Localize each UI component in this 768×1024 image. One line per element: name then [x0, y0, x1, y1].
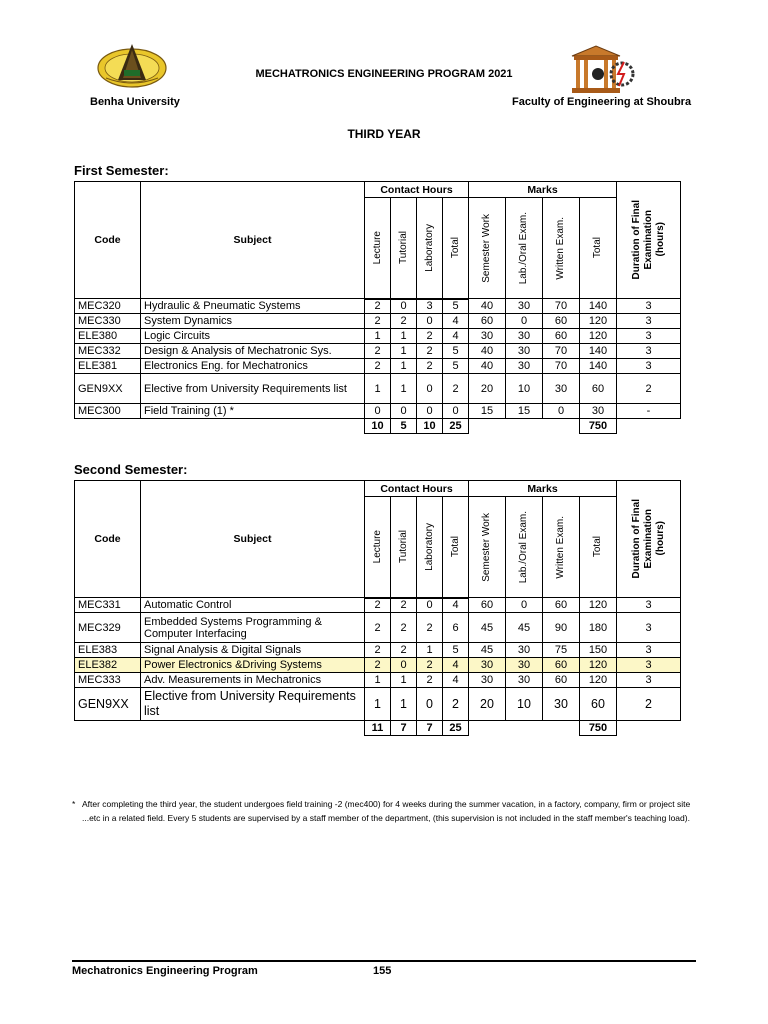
course-subject: Design & Analysis of Mechatronic Sys. — [141, 344, 365, 359]
duration-cell: - — [617, 404, 681, 419]
lecture-cell: 2 — [365, 314, 391, 329]
duration-cell: 3 — [617, 344, 681, 359]
marks-total-cell: 140 — [580, 359, 617, 374]
written-exam-header: Written Exam. — [555, 515, 566, 579]
totals-row — [75, 721, 681, 736]
total-hours: 25 — [443, 419, 469, 434]
course-code: MEC300 — [75, 404, 141, 419]
laboratory-cell: 2 — [417, 344, 443, 359]
tutorial-cell: 0 — [391, 658, 417, 673]
semester-work-cell: 60 — [469, 598, 506, 613]
written-exam-cell: 30 — [543, 374, 580, 404]
course-code: ELE382 — [75, 658, 141, 673]
faculty-name: Faculty of Engineering at Shoubra — [512, 96, 692, 108]
course-subject: Adv. Measurements in Mechatronics — [141, 673, 365, 688]
hours-total-cell: 4 — [443, 673, 469, 688]
laboratory-header: Laboratory — [423, 522, 435, 571]
lecture-cell: 2 — [365, 598, 391, 613]
course-subject: Hydraulic & Pneumatic Systems — [141, 299, 365, 314]
course-code: GEN9XX — [75, 374, 141, 404]
contact-hours-header: Contact Hours — [365, 481, 469, 497]
marks-total-cell: 180 — [580, 613, 617, 643]
tutorial-cell: 1 — [391, 359, 417, 374]
lecture-header: Lecture — [371, 530, 383, 564]
course-subject: Embedded Systems Programming & Computer Interfacing — [141, 613, 365, 643]
written-exam-cell: 70 — [543, 344, 580, 359]
laboratory-header: Laboratory — [423, 223, 435, 272]
lecture-cell: 2 — [365, 643, 391, 658]
semester-work-cell: 30 — [469, 673, 506, 688]
year-title: THIRD YEAR — [347, 127, 421, 141]
marks-header: Marks — [469, 182, 617, 198]
lecture-cell: 2 — [365, 299, 391, 314]
lecture-cell: 1 — [365, 688, 391, 721]
written-exam-cell: 60 — [543, 329, 580, 344]
hours-total-cell: 5 — [443, 299, 469, 314]
hours-total-cell: 0 — [443, 404, 469, 419]
duration-line-1: Duration of Final — [630, 499, 642, 579]
tutorial-cell: 2 — [391, 613, 417, 643]
semester-work-cell: 20 — [469, 374, 506, 404]
hours-total-cell: 2 — [443, 688, 469, 721]
duration-cell: 2 — [617, 688, 681, 721]
tutorial-cell: 2 — [391, 598, 417, 613]
hours-total-cell: 5 — [443, 344, 469, 359]
course-code: MEC329 — [75, 613, 141, 643]
course-code: GEN9XX — [75, 688, 141, 721]
duration-cell: 3 — [617, 299, 681, 314]
course-code: MEC333 — [75, 673, 141, 688]
hours-total-cell: 6 — [443, 613, 469, 643]
semester-work-cell: 40 — [469, 359, 506, 374]
laboratory-cell: 0 — [417, 314, 443, 329]
semester-work-cell: 15 — [469, 404, 506, 419]
footnote-star: * — [72, 799, 76, 809]
course-code: ELE380 — [75, 329, 141, 344]
first-semester-table — [74, 181, 681, 434]
marks-total-header: Total — [592, 536, 603, 558]
course-row — [75, 673, 681, 688]
duration-cell: 3 — [617, 314, 681, 329]
lab-oral-cell: 30 — [506, 344, 543, 359]
course-row — [75, 299, 681, 314]
marks-total-cell: 30 — [580, 404, 617, 419]
code-header: Code — [75, 481, 141, 598]
subject-header: Subject — [141, 182, 365, 299]
course-code: MEC330 — [75, 314, 141, 329]
total-hours: 25 — [443, 721, 469, 736]
laboratory-cell: 2 — [417, 329, 443, 344]
lab-oral-cell: 30 — [506, 673, 543, 688]
course-subject: Elective from University Requirements list — [141, 374, 365, 404]
lab-oral-header: Lab./Oral Exam. — [518, 510, 529, 584]
lecture-cell: 2 — [365, 344, 391, 359]
marks-total-cell: 120 — [580, 314, 617, 329]
course-subject: Automatic Control — [141, 598, 365, 613]
contact-hours-header: Contact Hours — [365, 182, 469, 198]
written-exam-cell: 60 — [543, 673, 580, 688]
hours-total-cell: 2 — [443, 374, 469, 404]
laboratory-cell: 2 — [417, 673, 443, 688]
total-marks: 750 — [580, 721, 617, 736]
footnote — [72, 797, 702, 825]
duration-header — [617, 182, 681, 299]
total-lecture: 11 — [365, 721, 391, 736]
marks-total-cell: 120 — [580, 658, 617, 673]
semester-work-cell: 30 — [469, 658, 506, 673]
duration-cell: 2 — [617, 374, 681, 404]
hours-total-cell: 5 — [443, 643, 469, 658]
duration-cell: 3 — [617, 329, 681, 344]
semester-work-header: Semester Work — [481, 213, 492, 283]
course-row — [75, 359, 681, 374]
course-code: MEC332 — [75, 344, 141, 359]
marks-total-cell: 140 — [580, 344, 617, 359]
semester-work-header: Semester Work — [481, 512, 492, 582]
tutorial-cell: 0 — [391, 299, 417, 314]
duration-cell: 3 — [617, 658, 681, 673]
laboratory-cell: 1 — [417, 643, 443, 658]
first-semester-title: First Semester: — [74, 163, 169, 178]
hours-total-header: Total — [449, 536, 461, 558]
tutorial-cell: 1 — [391, 374, 417, 404]
lab-oral-cell: 0 — [506, 598, 543, 613]
second-semester-table — [74, 480, 681, 736]
course-code: MEC331 — [75, 598, 141, 613]
duration-cell: 3 — [617, 643, 681, 658]
tutorial-header: Tutorial — [397, 231, 409, 265]
written-exam-cell: 75 — [543, 643, 580, 658]
laboratory-cell: 2 — [417, 658, 443, 673]
course-subject: Elective from University Requirements list — [141, 688, 365, 721]
lab-oral-cell: 30 — [506, 299, 543, 314]
duration-line-2: Examination — [642, 210, 654, 270]
marks-total-cell: 60 — [580, 374, 617, 404]
lab-oral-cell: 30 — [506, 643, 543, 658]
lecture-cell: 2 — [365, 658, 391, 673]
written-exam-cell: 30 — [543, 688, 580, 721]
totals-row — [75, 419, 681, 434]
course-row — [75, 329, 681, 344]
course-subject: Logic Circuits — [141, 329, 365, 344]
course-subject: Field Training (1) * — [141, 404, 365, 419]
course-subject: Power Electronics &Driving Systems — [141, 658, 365, 673]
second-semester-title: Second Semester: — [74, 462, 188, 477]
marks-total-cell: 120 — [580, 673, 617, 688]
lecture-cell: 1 — [365, 329, 391, 344]
semester-work-cell: 20 — [469, 688, 506, 721]
course-row — [75, 314, 681, 329]
laboratory-cell: 0 — [417, 598, 443, 613]
tutorial-cell: 1 — [391, 673, 417, 688]
course-row — [75, 404, 681, 419]
lecture-cell: 2 — [365, 613, 391, 643]
duration-line-1: Duration of Final — [630, 200, 642, 280]
lecture-header: Lecture — [371, 231, 383, 265]
university-name: Benha University — [90, 96, 180, 108]
tutorial-header: Tutorial — [397, 530, 409, 564]
marks-total-cell: 140 — [580, 299, 617, 314]
semester-work-cell: 40 — [469, 344, 506, 359]
lecture-cell: 1 — [365, 374, 391, 404]
written-exam-cell: 90 — [543, 613, 580, 643]
course-code: ELE381 — [75, 359, 141, 374]
hours-total-cell: 4 — [443, 598, 469, 613]
duration-cell: 3 — [617, 359, 681, 374]
page-number: 155 — [373, 965, 392, 977]
marks-total-cell: 60 — [580, 688, 617, 721]
semester-work-cell: 45 — [469, 643, 506, 658]
written-exam-cell: 60 — [543, 598, 580, 613]
code-header: Code — [75, 182, 141, 299]
semester-work-cell: 40 — [469, 299, 506, 314]
course-row — [75, 658, 681, 673]
tutorial-cell: 0 — [391, 404, 417, 419]
written-exam-cell: 70 — [543, 359, 580, 374]
course-row — [75, 374, 681, 404]
marks-total-cell: 150 — [580, 643, 617, 658]
written-exam-header: Written Exam. — [555, 216, 566, 280]
lecture-cell: 1 — [365, 673, 391, 688]
lab-oral-header: Lab./Oral Exam. — [518, 211, 529, 285]
hours-total-cell: 5 — [443, 359, 469, 374]
course-subject: Electronics Eng. for Mechatronics — [141, 359, 365, 374]
tutorial-cell: 2 — [391, 314, 417, 329]
lab-oral-cell: 0 — [506, 314, 543, 329]
lab-oral-cell: 30 — [506, 329, 543, 344]
duration-line-3: (hours) — [654, 222, 666, 258]
course-row — [75, 344, 681, 359]
written-exam-cell: 70 — [543, 299, 580, 314]
marks-total-cell: 120 — [580, 329, 617, 344]
lab-oral-cell: 10 — [506, 688, 543, 721]
total-lecture: 10 — [365, 419, 391, 434]
hours-total-cell: 4 — [443, 314, 469, 329]
total-tutorial: 7 — [391, 721, 417, 736]
course-code: ELE383 — [75, 643, 141, 658]
hours-total-cell: 4 — [443, 658, 469, 673]
course-row — [75, 643, 681, 658]
duration-cell: 3 — [617, 673, 681, 688]
program-title: MECHATRONICS ENGINEERING PROGRAM 2021 — [255, 68, 513, 80]
lab-oral-cell: 10 — [506, 374, 543, 404]
marks-header: Marks — [469, 481, 617, 497]
laboratory-cell: 0 — [417, 404, 443, 419]
course-row — [75, 598, 681, 613]
semester-work-cell: 45 — [469, 613, 506, 643]
laboratory-cell: 2 — [417, 613, 443, 643]
laboratory-cell: 0 — [417, 688, 443, 721]
written-exam-cell: 60 — [543, 658, 580, 673]
laboratory-cell: 2 — [417, 359, 443, 374]
course-code: MEC320 — [75, 299, 141, 314]
footnote-text: After completing the third year, the student undergoes field training -2 (mec400) for 4 weeks during the summer vacation, in a factory, company, firm or project site ...etc in a related field. Every 5 students are supervised by a staff member of the department, (this supervision is not included in the staff member's teaching load). — [82, 799, 691, 823]
hours-total-cell: 4 — [443, 329, 469, 344]
tutorial-cell: 1 — [391, 344, 417, 359]
lab-oral-cell: 15 — [506, 404, 543, 419]
total-marks: 750 — [580, 419, 617, 434]
written-exam-cell: 0 — [543, 404, 580, 419]
semester-work-cell: 30 — [469, 329, 506, 344]
tutorial-cell: 1 — [391, 329, 417, 344]
lab-oral-cell: 30 — [506, 359, 543, 374]
laboratory-cell: 3 — [417, 299, 443, 314]
course-subject: System Dynamics — [141, 314, 365, 329]
total-tutorial: 5 — [391, 419, 417, 434]
benha-university-logo — [96, 40, 168, 90]
subject-header: Subject — [141, 481, 365, 598]
hours-total-header: Total — [449, 237, 461, 259]
course-row — [75, 613, 681, 643]
lab-oral-cell: 45 — [506, 613, 543, 643]
footer-divider — [72, 960, 696, 962]
course-row — [75, 688, 681, 721]
lecture-cell: 2 — [365, 359, 391, 374]
semester-work-cell: 60 — [469, 314, 506, 329]
duration-line-2: Examination — [642, 509, 654, 569]
lecture-cell: 0 — [365, 404, 391, 419]
marks-total-header: Total — [592, 237, 603, 259]
footer-program: Mechatronics Engineering Program — [72, 965, 258, 977]
duration-line-3: (hours) — [654, 521, 666, 557]
duration-header — [617, 481, 681, 598]
tutorial-cell: 2 — [391, 643, 417, 658]
marks-total-cell: 120 — [580, 598, 617, 613]
course-subject: Signal Analysis & Digital Signals — [141, 643, 365, 658]
written-exam-cell: 60 — [543, 314, 580, 329]
duration-cell: 3 — [617, 613, 681, 643]
lab-oral-cell: 30 — [506, 658, 543, 673]
total-laboratory: 10 — [417, 419, 443, 434]
tutorial-cell: 1 — [391, 688, 417, 721]
duration-cell: 3 — [617, 598, 681, 613]
laboratory-cell: 0 — [417, 374, 443, 404]
total-laboratory: 7 — [417, 721, 443, 736]
